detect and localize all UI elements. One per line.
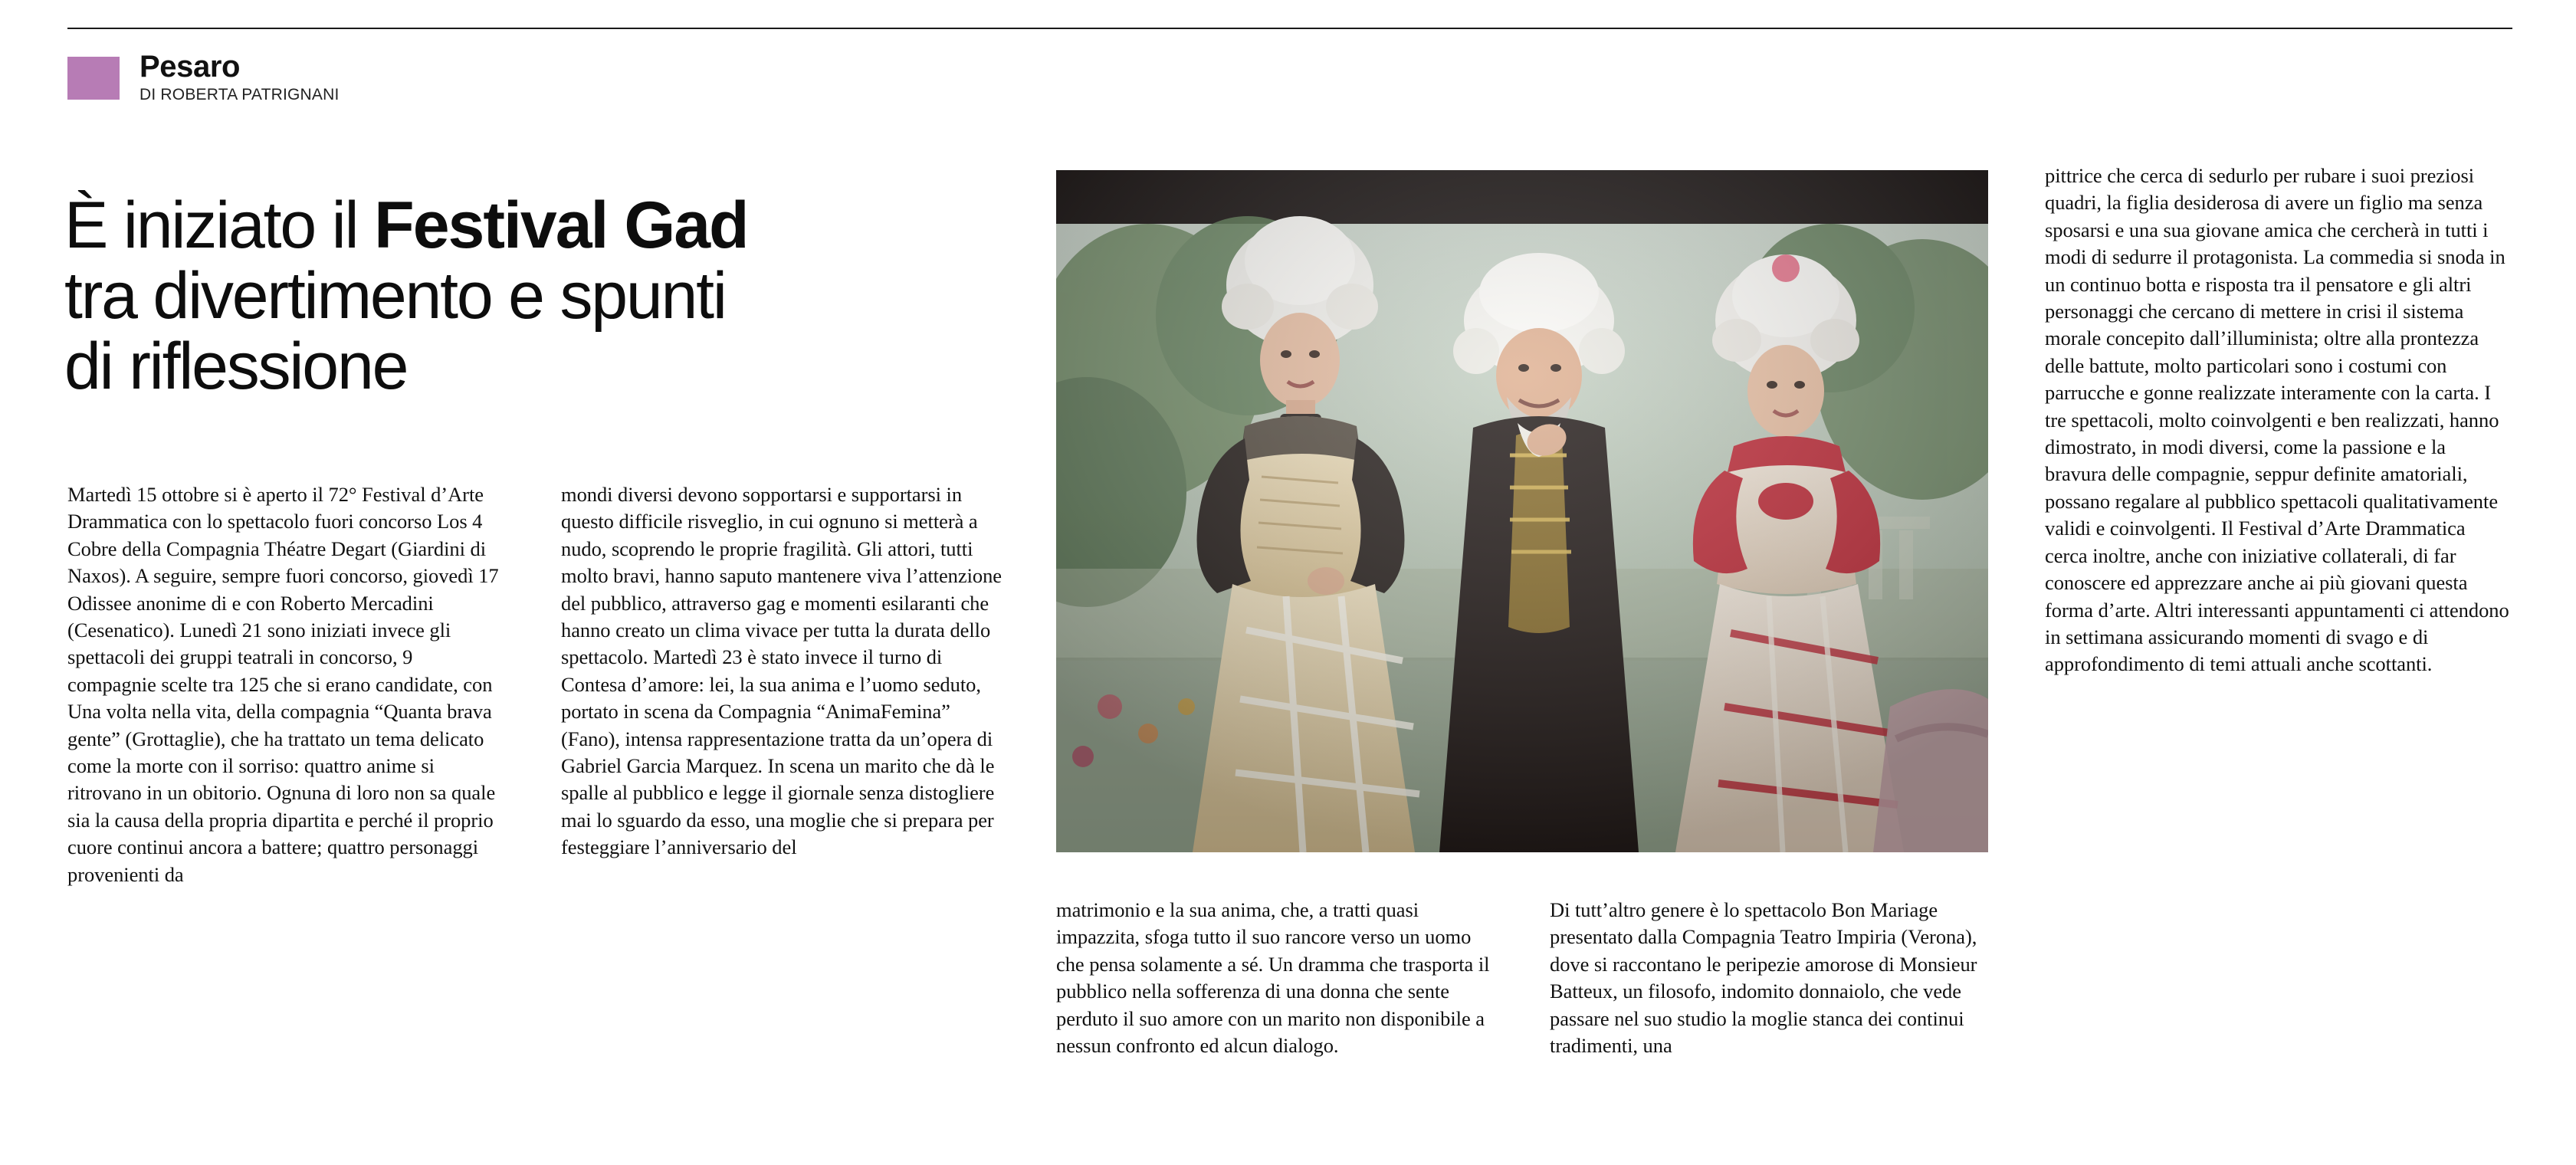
top-divider <box>67 28 2512 29</box>
headline-line-2: tra divertimento e spunti <box>64 258 726 333</box>
body-column-5 <box>2045 162 2509 678</box>
body-column-2 <box>561 481 1004 861</box>
headline-line-3: di riflessione <box>64 329 408 403</box>
kicker-text-group <box>139 51 340 105</box>
kicker-block <box>67 51 340 105</box>
body-column-4 <box>1550 897 1987 1059</box>
kicker-city: Pesaro <box>139 50 241 84</box>
kicker-color-swatch <box>67 57 120 100</box>
page-title <box>64 190 1053 402</box>
headline-line-1-plain: È iniziato il <box>64 188 375 262</box>
stage-photo-graphic <box>1056 170 1988 852</box>
kicker-byline: DI ROBERTA PATRIGNANI <box>139 86 340 103</box>
body-column-1 <box>67 481 504 888</box>
headline-line-1-bold: Festival Gad <box>374 188 748 262</box>
body-text-1: Martedì 15 ottobre si è aperto il 72° Festival d’Arte Drammatica con lo spettacolo fuori concorso Los 4 Cobre della Compagnia Théatre Degart (Giardini di Naxos). A seguire, sempre fuori concorso, giovedì 17 Odissee anonime di e con Roberto Mercadini (Cesenatico). Lunedì 21 sono iniziati invece gli spettacoli dei gruppi teatrali in concorso, 9 compagnie scelte tra 125 che si erano candidate, con Una volta nella vita, della compagnia “Quanta brava gente” (Grottaglie), che ha trattato un tema delicato come la morte con il sorriso: quattro anime si ritrovano in un obitorio. Ognuna di loro non sa quale sia la causa della propria dipartita e perché il proprio cuore continui ancora a battere; quattro personaggi provenienti da <box>67 483 499 886</box>
body-text-2: mondi diversi devono sopportarsi e supportarsi in questo difficile risveglio, in cui ognuno si metterà a nudo, scoprendo le proprie fragilità. Gli attori, tutti molto bravi, hanno saputo mantenere viva l’attenzione del pubblico, attraverso gag e momenti esilaranti che hanno creato un clima vivace per tutta la durata dello spettacolo. Martedì 23 è stato invece il turno di Contesa d’amore: lei, la sua anima e l’uomo seduto, portato in scena da Compagnia “AnimaFemina” (Fano), intensa rappresentazione tratta da un’opera di Gabriel Garcia Marquez. In scena un marito che dà le spalle al pubblico e legge il giornale senza distogliere mai lo sguardo da esso, una moglie che si prepara per festeggiare l’anniversario del <box>561 483 1003 859</box>
stage-photo <box>1056 170 1988 852</box>
body-text-5: pittrice che cerca di sedurlo per rubare i suoi preziosi quadri, la figlia desiderosa di avere un figlio ma senza sposarsi e una sua giovane amica che cercherà in tutti i modi di sedurre il protagonista. La commedia si snoda in un continuo botta e risposta tra il pensatore e gli altri personaggi che cercano di mettere in crisi il sistema morale concepito dall’illuminista; oltre alla prontezza delle battute, molto particolari sono i costumi con parrucche e gonne realizzate interamente con la carta. I tre spettacoli, molto coinvolgenti e ben realizzati, hanno dimostrato, in modi diversi, come la passione e la bravura delle compagnie, seppur definite amatoriali, possano regalare al pubblico spettacoli qualitativamente validi e coinvolgenti. Il Festival d’Arte Drammatica cerca inoltre, anche con iniziative collaterali, di far conoscere ed apprezzare anche ai più giovani questa forma d’arte. Altri interessanti appuntamenti ci attendono in settimana assicurando momenti di svago e di approfondimento di temi attuali anche scottanti. <box>2045 164 2509 676</box>
body-column-3 <box>1056 897 1499 1059</box>
body-text-3: matrimonio e la sua anima, che, a tratti quasi impazzita, sfoga tutto il suo rancore verso un uomo che pensa solamente a sé. Un dramma che trasporta il pubblico nella sofferenza di una donna che sente perduto il suo amore con un marito non disponibile a nessun confronto ed alcun dialogo. <box>1056 898 1490 1058</box>
body-text-4: Di tutt’altro genere è lo spettacolo Bon Mariage presentato dalla Compagnia Teatro Impiria (Verona), dove si raccontano le peripezie amorose di Monsieur Batteux, un filosofo, indomito donnaiolo, che vede passare nel suo studio la moglie stanca dei continui tradimenti, una <box>1550 898 1977 1058</box>
